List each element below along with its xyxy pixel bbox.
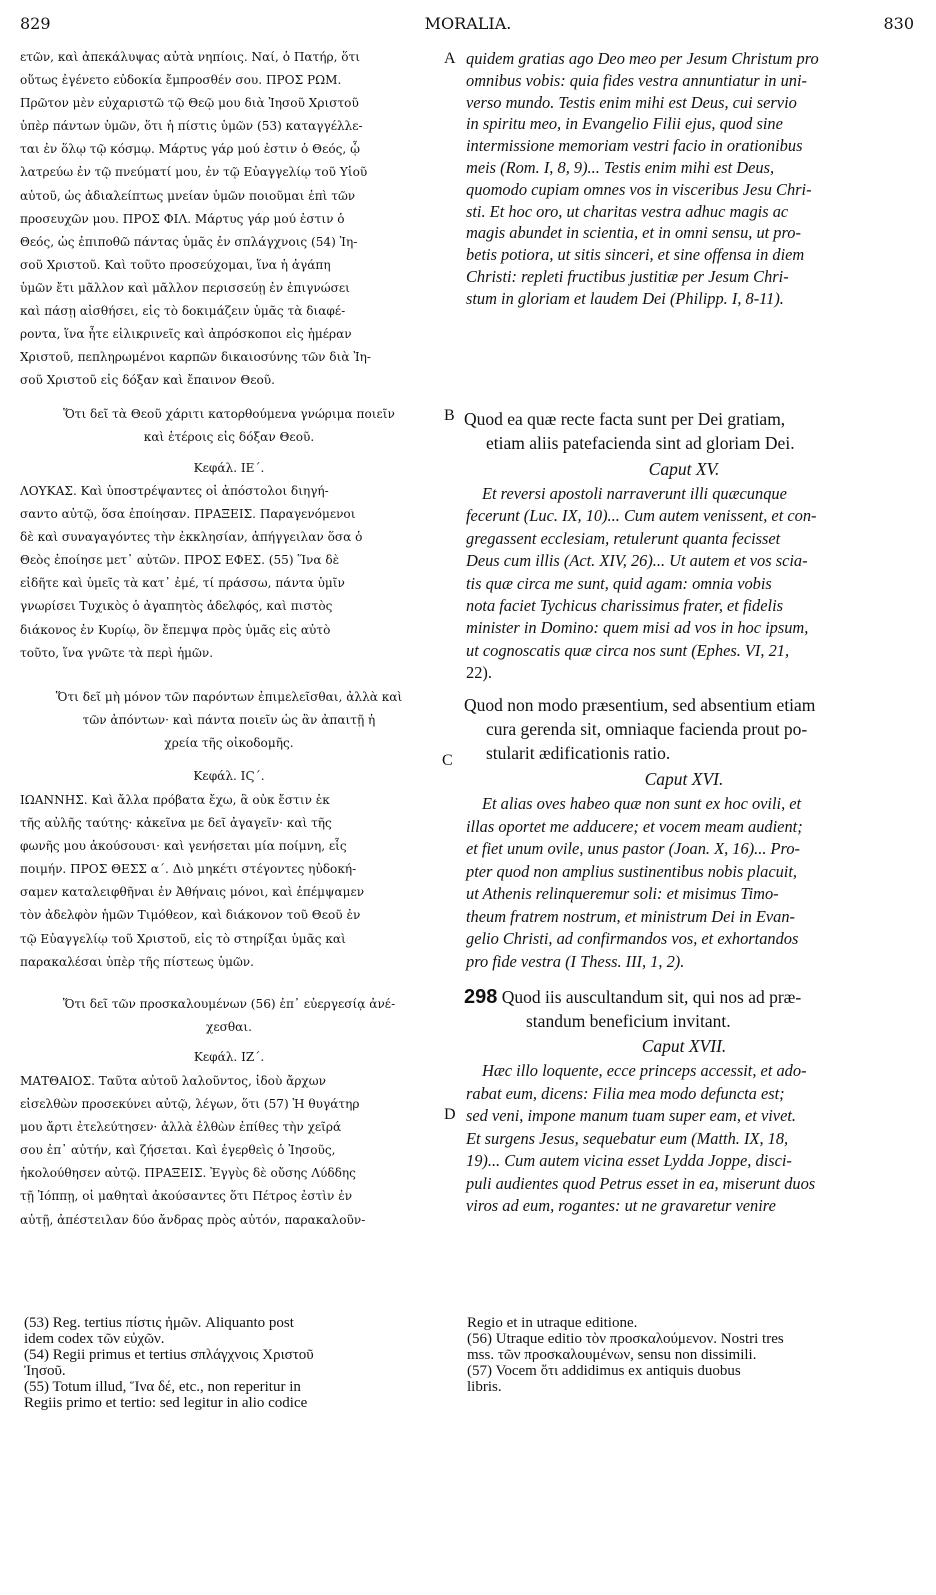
latin-section-16 — [466, 793, 803, 973]
latin-line: Christi: repleti fructibus justitiæ per Jesum Chri- — [466, 266, 789, 286]
greek-line: ποιμήν. ΠΡΟΣ ΘΕΣΣ α΄. Διὸ μηκέτι στέγοντες ηὐδοκή- — [20, 862, 357, 877]
greek-line: Πρῶτον μὲν εὐχαριστῶ τῷ Θεῷ μου διὰ Ἰησοῦ Χριστοῦ — [20, 96, 359, 111]
footnote-line: Regio et in utraque editione. — [467, 1315, 638, 1331]
greek-line: σοῦ Χριστοῦ. Καὶ τοῦτο προσεύχομαι, ἵνα ἡ ἀγάπη — [20, 257, 331, 272]
page-number-left: 829 — [20, 14, 51, 33]
footnotes-left — [24, 1315, 314, 1411]
footnote-line: mss. τῶν προσκαλουμένων, sensu non dissimili. — [467, 1347, 757, 1363]
column-number-298: 298 — [464, 986, 498, 1008]
greek-line: γνωρίσει Τυχικὸς ὁ ἀγαπητὸς ἀδελφός, καὶ πιστὸς — [20, 599, 333, 614]
greek-line: ετῶν, καὶ ἀπεκάλυψας αὐτὰ νηπίοις. Ναί, ὁ Πατήρ, ὅτι — [20, 50, 361, 64]
latin-heading-15 — [464, 407, 795, 455]
latin-heading-line: cura gerenda sit, omniaque facienda prout po- — [486, 719, 808, 739]
latin-line: pro fide vestra (I Thess. III, 1, 2). — [466, 951, 685, 971]
latin-section-17 — [466, 1060, 815, 1218]
latin-line: betis potiora, ut sitis sinceri, et sine offensa in diem — [466, 245, 805, 265]
latin-heading-line: Quod ea quæ recte facta sunt per Dei gratiam, — [464, 409, 786, 429]
margin-letter-b: B — [444, 407, 455, 424]
margin-letter-d: D — [444, 1106, 456, 1123]
greek-line: ἠκολούθησεν αὐτῷ. ΠΡΑΞΕΙΣ. Ἐγγὺς δὲ οὔσης Λύδδης — [20, 1166, 356, 1181]
greek-line: ται ἐν ὅλῳ τῷ κόσμῳ. Μάρτυς γάρ μού ἐστιν ὁ Θεός, ᾧ — [20, 142, 360, 157]
greek-section-16 — [20, 789, 364, 974]
latin-line: quomodo cupiam omnes vos in visceribus Jesu Chri- — [466, 179, 812, 199]
latin-line: et fiet unum ovile, unus pastor (Joan. X, 16)... Pro- — [466, 839, 800, 858]
greek-line: σου ἐπ᾽ αὐτήν, καὶ ζήσεται. Καὶ ἐγερθεὶς ὁ Ἰησοῦς, — [20, 1143, 336, 1158]
greek-line: τῷ Εὐαγγελίῳ τοῦ Χριστοῦ, εἰς τὸ στηρίξαι ὑμᾶς καὶ — [20, 931, 346, 946]
latin-line: minister in Domino: quem misi ad vos in hoc ipsum, — [466, 618, 809, 638]
latin-section-intro — [466, 48, 819, 310]
latin-line: sti. Et hoc oro, ut charitas vestra adhuc magis ac — [466, 201, 789, 221]
latin-heading-line: stularit ædificationis ratio. — [486, 743, 671, 763]
latin-line: Et reversi apostoli narraverunt illi quæcunque — [482, 484, 787, 503]
greek-line: σαντο αὐτῷ, ὅσα ἐποίησαν. ΠΡΑΞΕΙΣ. Παραγενόμενοι — [20, 507, 356, 522]
greek-chapter-15: Κεφάλ. ΙΕ΄. — [193, 461, 265, 475]
greek-chapter-17: Κεφάλ. ΙΖ΄. — [193, 1050, 265, 1064]
greek-line: αὐτῇ, ἀπέστειλαν δύο ἄνδρας πρὸς αὐτόν, παρακαλοῦν- — [20, 1212, 366, 1227]
greek-line: διάκονος ἐν Κυρίῳ, ὃν ἔπεμψα πρὸς ὑμᾶς εἰς αὐτὸ — [20, 622, 331, 637]
latin-line: Deus cum illis (Act. XIV, 26)... Ut autem et vos scia- — [466, 551, 808, 571]
greek-line: ΜΑΤΘΑΙΟΣ. Ταῦτα αὐτοῦ λαλοῦντος, ἰδοὺ ἄρχων — [20, 1074, 326, 1088]
greek-heading-17 — [20, 993, 438, 1039]
greek-heading-16 — [20, 686, 438, 755]
greek-chapter-16: Κεφάλ. ΙϚ΄. — [193, 769, 265, 783]
footnote-line: Regiis primo et tertio: sed legitur in alio codice — [24, 1395, 308, 1411]
latin-line: puli audientes quod Petrus esset in ea, miserunt duos — [466, 1173, 816, 1193]
greek-line: δὲ καὶ συναγαγόντες τὴν ἐκκλησίαν, ἀπήγγειλαν ὅσα ὁ — [20, 530, 363, 545]
greek-line: φωνῆς μου ἀκούσουσι· καὶ γενήσεται μία ποίμνη, εἷς — [20, 839, 347, 854]
latin-chapter-16: Caput XVI. — [644, 769, 724, 789]
latin-line: Hæc illo loquente, ecce princeps accessit, et ado- — [482, 1061, 807, 1080]
greek-line: σοῦ Χριστοῦ εἰς δόξαν καὶ ἔπαινον Θεοῦ. — [20, 373, 275, 388]
latin-line: sed veni, impone manum tuam super eam, et vivet. — [466, 1106, 797, 1125]
latin-line: omnibus vobis: quia fides vestra annuntiatur in uni- — [466, 70, 808, 90]
greek-line: τοῦτο, ἵνα γνῶτε τὰ περὶ ἡμῶν. — [20, 645, 214, 660]
greek-line: τῇ Ἰόππῃ, οἱ μαθηταὶ ἀκούσαντες ὅτι Πέτρος ἐστὶν ἐν — [20, 1189, 353, 1204]
latin-line: ut Athenis relinqueremur soli: et misimus Timo- — [466, 884, 779, 903]
latin-heading-16 — [464, 693, 815, 765]
greek-line: καὶ πάσῃ αἰσθήσει, εἰς τὸ δοκιμάζειν ὑμᾶς τὰ διαφέ- — [20, 304, 346, 319]
greek-section-17 — [20, 1070, 365, 1232]
latin-line: gregassent ecclesiam, retulerunt quanta fecisset — [466, 528, 781, 548]
latin-line: theum fratrem nostrum, et ministrum Dei in Evan- — [466, 906, 795, 926]
latin-line: magis abundet in scientia, et in omni sensu, ut pro- — [466, 223, 801, 243]
latin-line: illas oportet me adducere; et vocem meam audient; — [466, 816, 803, 836]
footnote-line: libris. — [467, 1379, 502, 1395]
greek-line: Θεός, ὡς ἐπιποθῶ πάντας ὑμᾶς ἐν σπλάγχνοις (54) Ἰη- — [20, 234, 358, 249]
greek-line: Χριστοῦ, πεπληρωμένοι καρπῶν δικαιοσύνης τῶν διὰ Ἰη- — [20, 350, 371, 365]
greek-heading-line: χεσθαι. — [206, 1020, 252, 1035]
latin-line: nota faciet Tychicus charissimus frater, et fidelis — [466, 596, 784, 616]
greek-line: ΙΩΑΝΝΗΣ. Καὶ ἄλλα πρόβατα ἔχω, ἃ οὐκ ἔστιν ἐκ — [20, 793, 330, 807]
greek-line: λατρεύω ἐν τῷ πνεύματί μου, ἐν τῷ Εὐαγγελίῳ τοῦ Υἱοῦ — [20, 165, 368, 180]
greek-heading-line: Ὅτι δεῖ μὴ μόνον τῶν παρόντων ἐπιμελεῖσθαι, ἀλλὰ καὶ — [55, 690, 403, 704]
latin-line: verso mundo. Testis enim mihi est Deus, cui servio — [466, 92, 797, 112]
latin-line: pter quod non amplius sustinentibus nobis placuit, — [466, 861, 798, 881]
latin-line: quidem gratias ago Deo meo per Jesum Christum pro — [466, 49, 819, 68]
margin-letter-c: C — [442, 752, 453, 769]
running-title: MORALIA. — [424, 14, 512, 33]
latin-line: tis quæ circa me sunt, quid agam: omnia vobis — [466, 573, 772, 593]
footnote-line: (54) Regii primus et tertius σπλάγχνοις Χριστοῦ — [24, 1347, 314, 1363]
latin-line: 19)... Cum autem vicina esset Lydda Joppe, disci- — [466, 1151, 792, 1170]
latin-line: 22). — [466, 663, 492, 683]
greek-line: σαμεν καταλειφθῆναι ἐν Ἀθήναις μόνοι, καὶ ἐπέμψαμεν — [20, 885, 365, 900]
greek-heading-line: χρεία τῆς οἰκοδομῆς. — [164, 736, 294, 751]
latin-line: in spiritu meo, in Evangelio Filii ejus, quod sine — [466, 114, 783, 134]
greek-heading-line: Ὅτι δεῖ τῶν προσκαλουμένων (56) ἐπ᾽ εὐεργεσίᾳ ἀνέ- — [62, 997, 396, 1011]
latin-line: intermissione memoriam vestri facio in orationibus — [466, 136, 803, 156]
footnote-line: idem codex τῶν εὐχῶν. — [24, 1331, 165, 1347]
latin-line: meis (Rom. I, 8, 9)... Testis enim mihi est Deus, — [466, 157, 775, 177]
latin-line: rabat eum, dicens: Filia mea modo defuncta est; — [466, 1083, 785, 1103]
greek-line: ροντα, ἵνα ἦτε εἰλικρινεῖς καὶ ἀπρόσκοποι εἰς ἡμέραν — [20, 327, 352, 342]
margin-letter-a: A — [444, 50, 456, 67]
greek-line: εἰσελθὼν προσεκύνει αὐτῷ, λέγων, ὅτι (57) Ἡ θυγάτηρ — [20, 1097, 360, 1112]
greek-line: μου ἄρτι ἐτελεύτησεν· ἀλλὰ ἐλθὼν ἐπίθες τὴν χεῖρά — [20, 1120, 342, 1135]
greek-heading-15 — [20, 403, 438, 449]
greek-line: Θεὸς ἐποίησε μετ᾽ αὐτῶν. ΠΡΟΣ ΕΦΕΣ. (55) Ἵνα δὲ — [20, 553, 340, 568]
greek-section-intro — [20, 46, 371, 392]
greek-line: ὑμῶν ἔτι μᾶλλον καὶ μᾶλλον περισσεύῃ ἐν ἐπιγνώσει — [20, 280, 350, 295]
greek-heading-line: τῶν ἀπόντων· καὶ πάντα ποιεῖν ὡς ἂν ἀπαιτῇ ἡ — [82, 713, 376, 728]
greek-line: ὑπὲρ πάντων ὑμῶν, ὅτι ἡ πίστις ὑμῶν (53) καταγγέλλε- — [20, 119, 363, 134]
latin-chapter-17: Caput XVII. — [641, 1036, 727, 1056]
latin-line: ut cognoscatis quæ circa nos sunt (Ephes. VI, 21, — [466, 640, 790, 660]
latin-line: stum in gloriam et laudem Dei (Philipp. I, 8-11). — [466, 288, 784, 308]
latin-line: Et surgens Jesus, sequebatur eum (Matth. IX, 18, — [466, 1128, 789, 1148]
greek-line: τῆς αὐλῆς ταύτης· κἀκεῖνα με δεῖ ἀγαγεῖν· καὶ τῆς — [20, 816, 332, 831]
footnote-line: (56) Utraque editio τὸν προσκαλούμενον. Nostri tres — [467, 1331, 784, 1347]
footnote-line: (53) Reg. tertius πίστις ἡμῶν. Aliquanto post — [24, 1315, 294, 1331]
greek-line: αὐτοῦ, ὡς ἀδιαλείπτως μνείαν ὑμῶν ποιοῦμαι ἐπὶ τῶν — [20, 188, 356, 203]
latin-heading-line: etiam aliis patefacienda sint ad gloriam Dei. — [486, 433, 795, 453]
greek-line: ΛΟΥΚΑΣ. Καὶ ὑποστρέψαντες οἱ ἀπόστολοι διηγή- — [20, 484, 329, 498]
greek-line: τὸν ἀδελφὸν ἡμῶν Τιμόθεον, καὶ διάκονον τοῦ Θεοῦ ἐν — [20, 908, 361, 923]
footnotes-right — [467, 1315, 784, 1395]
greek-line: παρακαλέσαι ὑπὲρ τῆς πίστεως ὑμῶν. — [20, 954, 255, 969]
greek-line: οὕτως ἐγένετο εὐδοκία ἔμπροσθέν σου. ΠΡΟΣ ΡΩΜ. — [20, 73, 342, 88]
greek-heading-line: καὶ ἑτέροις εἰς δόξαν Θεοῦ. — [143, 430, 315, 445]
latin-heading-line: Quod iis auscultandum sit, qui nos ad præ- — [501, 987, 802, 1007]
greek-heading-line: Ὅτι δεῖ τὰ Θεοῦ χάριτι κατορθούμενα γνώριμα ποιεῖν — [63, 407, 395, 421]
latin-line: gelio Christi, ad confirmandos vos, et exhortandos — [466, 929, 799, 948]
latin-chapter-15: Caput XV. — [648, 459, 720, 479]
latin-line: Et alias oves habeo quæ non sunt ex hoc ovili, et — [482, 794, 802, 813]
greek-line: εἰδῆτε καὶ ὑμεῖς τὰ κατ᾽ ἐμέ, τί πράσσω, πάντα ὑμῖν — [20, 576, 345, 591]
latin-line: fecerunt (Luc. IX, 10)... Cum autem venissent, et con- — [466, 506, 817, 526]
latin-line: viros ad eum, rogantes: ut ne gravaretur venire — [466, 1196, 776, 1215]
latin-heading-line: Quod non modo præsentium, sed absentium etiam — [464, 695, 816, 715]
greek-section-15 — [20, 480, 362, 665]
latin-section-15 — [466, 483, 817, 685]
footnote-line: (55) Totum illud, Ἵνα δέ, etc., non reperitur in — [24, 1379, 301, 1395]
footnote-line: Ἰησοῦ. — [24, 1363, 66, 1379]
latin-heading-line: standum beneficium invitant. — [526, 1011, 731, 1031]
latin-heading-17 — [464, 985, 801, 1033]
footnote-line: (57) Vocem ὅτι addidimus ex antiquis duobus — [467, 1363, 741, 1379]
page-number-right: 830 — [883, 14, 914, 33]
greek-line: προσευχῶν μου. ΠΡΟΣ ΦΙΛ. Μάρτυς γάρ μού ἐστιν ὁ — [20, 211, 345, 226]
